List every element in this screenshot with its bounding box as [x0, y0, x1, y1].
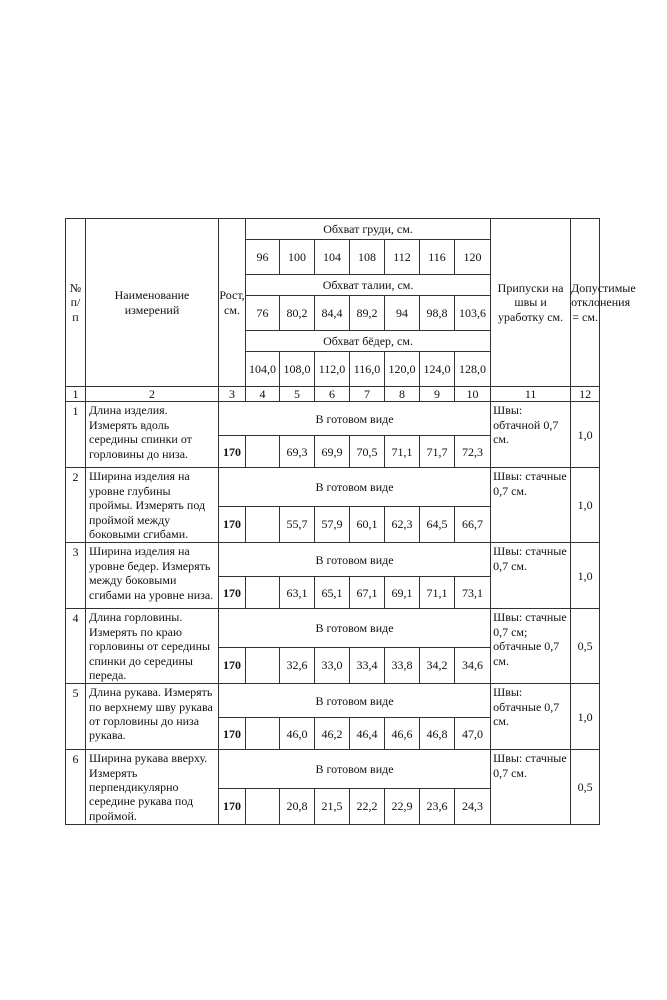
size-value: 46,0: [280, 718, 315, 750]
column-index: 9: [420, 387, 455, 402]
size-value: 34,6: [455, 647, 491, 683]
row-number: 2: [66, 468, 86, 543]
tolerance-cell: 1,0: [571, 468, 600, 543]
allowance-cell: Швы: обтачной 0,7 см.: [491, 402, 571, 468]
table-row: [66, 684, 600, 718]
size-value: 46,6: [385, 718, 420, 750]
size-value: 71,1: [385, 436, 420, 468]
column-index: 5: [280, 387, 315, 402]
height-value: 170: [219, 436, 246, 468]
column-index: 11: [491, 387, 571, 402]
size-value: [246, 436, 280, 468]
size-value: 69,1: [385, 577, 420, 609]
table-row: [66, 543, 600, 577]
size-value: 66,7: [455, 507, 491, 543]
header-chest: Обхват груди, см.: [246, 219, 491, 240]
tolerance-cell: 0,5: [571, 750, 600, 825]
waist-size: 98,8: [420, 296, 455, 331]
size-value: 70,5: [350, 436, 385, 468]
hips-size: 104,0: [246, 352, 280, 387]
size-value: 46,2: [315, 718, 350, 750]
size-value: [246, 647, 280, 683]
size-value: 55,7: [280, 507, 315, 543]
column-index: 4: [246, 387, 280, 402]
size-value: 57,9: [315, 507, 350, 543]
allowance-cell: Швы: стачные 0,7 см; обтачные 0,7 см.: [491, 609, 571, 684]
column-index-row: [66, 387, 600, 402]
row-number: 1: [66, 402, 86, 468]
table-row: [66, 609, 600, 648]
ready-label: В готовом виде: [219, 543, 491, 577]
hips-size: 128,0: [455, 352, 491, 387]
table-row: [66, 402, 600, 436]
header-waist: Обхват талии, см.: [246, 275, 491, 296]
header-name: Наименование измерений: [86, 219, 219, 387]
row-number: 5: [66, 684, 86, 750]
waist-size: 84,4: [315, 296, 350, 331]
tolerance-cell: 1,0: [571, 402, 600, 468]
hips-size: 120,0: [385, 352, 420, 387]
allowance-cell: Швы: стачные 0,7 см.: [491, 468, 571, 543]
size-value: 65,1: [315, 577, 350, 609]
hips-size: 116,0: [350, 352, 385, 387]
table-header: [66, 219, 636, 402]
hips-size: 124,0: [420, 352, 455, 387]
allowance-cell: Швы: стачные 0,7 см.: [491, 543, 571, 609]
table-row: [66, 750, 600, 789]
header-allowance: Припуски на швы и уработку см.: [491, 219, 571, 387]
chest-size: 120: [455, 240, 491, 275]
waist-size: 80,2: [280, 296, 315, 331]
header-height: Рост, см.: [219, 219, 246, 387]
size-value: 60,1: [350, 507, 385, 543]
chest-size: 112: [385, 240, 420, 275]
row-number: 6: [66, 750, 86, 825]
size-value: [246, 718, 280, 750]
column-index: 2: [86, 387, 219, 402]
row-number: 3: [66, 543, 86, 609]
chest-size: 96: [246, 240, 280, 275]
table-body: [66, 402, 600, 825]
column-index: 1: [66, 387, 86, 402]
size-value: 34,2: [420, 647, 455, 683]
tolerance-cell: 1,0: [571, 543, 600, 609]
waist-size: 103,6: [455, 296, 491, 331]
table-row: [66, 468, 600, 507]
size-value: [246, 507, 280, 543]
size-value: 71,7: [420, 436, 455, 468]
row-number: 4: [66, 609, 86, 684]
ready-label: В готовом виде: [219, 750, 491, 789]
size-value: 22,2: [350, 788, 385, 824]
column-index: 10: [455, 387, 491, 402]
allowance-cell: Швы: обтачные 0,7 см.: [491, 684, 571, 750]
waist-size: 94: [385, 296, 420, 331]
measurement-name: Ширина рукава вверху. Измерять перпендикулярно середине рукава под проймой.: [86, 750, 219, 825]
column-index: 8: [385, 387, 420, 402]
size-value: 47,0: [455, 718, 491, 750]
hips-size: 112,0: [315, 352, 350, 387]
measurement-name: Длина изделия. Измерять вдоль середины спинки от горловины до низа.: [86, 402, 219, 468]
tolerance-cell: 0,5: [571, 609, 600, 684]
size-value: 67,1: [350, 577, 385, 609]
measurement-name: Длина рукава. Измерять по верхнему шву рукава от горловины до низа рукава.: [86, 684, 219, 750]
size-value: 33,4: [350, 647, 385, 683]
size-value: 46,8: [420, 718, 455, 750]
height-value: 170: [219, 647, 246, 683]
size-value: 62,3: [385, 507, 420, 543]
height-value: 170: [219, 577, 246, 609]
header-num: № п/ п: [66, 219, 86, 387]
tolerance-cell: 1,0: [571, 684, 600, 750]
size-value: 20,8: [280, 788, 315, 824]
column-index: 12: [571, 387, 600, 402]
chest-size: 100: [280, 240, 315, 275]
ready-label: В готовом виде: [219, 609, 491, 648]
chest-size: 108: [350, 240, 385, 275]
hips-size: 108,0: [280, 352, 315, 387]
chest-size: 104: [315, 240, 350, 275]
measurement-name: Ширина изделия на уровне глубины проймы. Измерять под проймой между боковыми сгибами.: [86, 468, 219, 543]
size-value: 22,9: [385, 788, 420, 824]
height-value: 170: [219, 507, 246, 543]
size-value: 71,1: [420, 577, 455, 609]
measurement-name: Ширина изделия на уровне бедер. Измерять между боковыми сгибами на уровне низа.: [86, 543, 219, 609]
size-value: 24,3: [455, 788, 491, 824]
size-value: 73,1: [455, 577, 491, 609]
size-value: 64,5: [420, 507, 455, 543]
ready-label: В готовом виде: [219, 684, 491, 718]
size-value: 33,8: [385, 647, 420, 683]
size-value: 63,1: [280, 577, 315, 609]
measurement-table: [65, 218, 636, 825]
size-value: 69,9: [315, 436, 350, 468]
ready-label: В готовом виде: [219, 468, 491, 507]
size-value: 46,4: [350, 718, 385, 750]
column-index: 3: [219, 387, 246, 402]
column-index: 7: [350, 387, 385, 402]
header-tolerance: Допустимые отклонения = см.: [571, 219, 600, 387]
size-value: 72,3: [455, 436, 491, 468]
column-index: 6: [315, 387, 350, 402]
size-value: 21,5: [315, 788, 350, 824]
size-value: 69,3: [280, 436, 315, 468]
size-value: 23,6: [420, 788, 455, 824]
size-value: 32,6: [280, 647, 315, 683]
header-hips: Обхват бёдер, см.: [246, 331, 491, 352]
size-value: 33,0: [315, 647, 350, 683]
height-value: 170: [219, 788, 246, 824]
height-value: 170: [219, 718, 246, 750]
chest-size: 116: [420, 240, 455, 275]
size-value: [246, 788, 280, 824]
size-value: [246, 577, 280, 609]
measurement-name: Длина горловины. Измерять по краю горловины от середины спинки до середины переда.: [86, 609, 219, 684]
waist-size: 89,2: [350, 296, 385, 331]
allowance-cell: Швы: стачные 0,7 см.: [491, 750, 571, 825]
ready-label: В готовом виде: [219, 402, 491, 436]
waist-size: 76: [246, 296, 280, 331]
